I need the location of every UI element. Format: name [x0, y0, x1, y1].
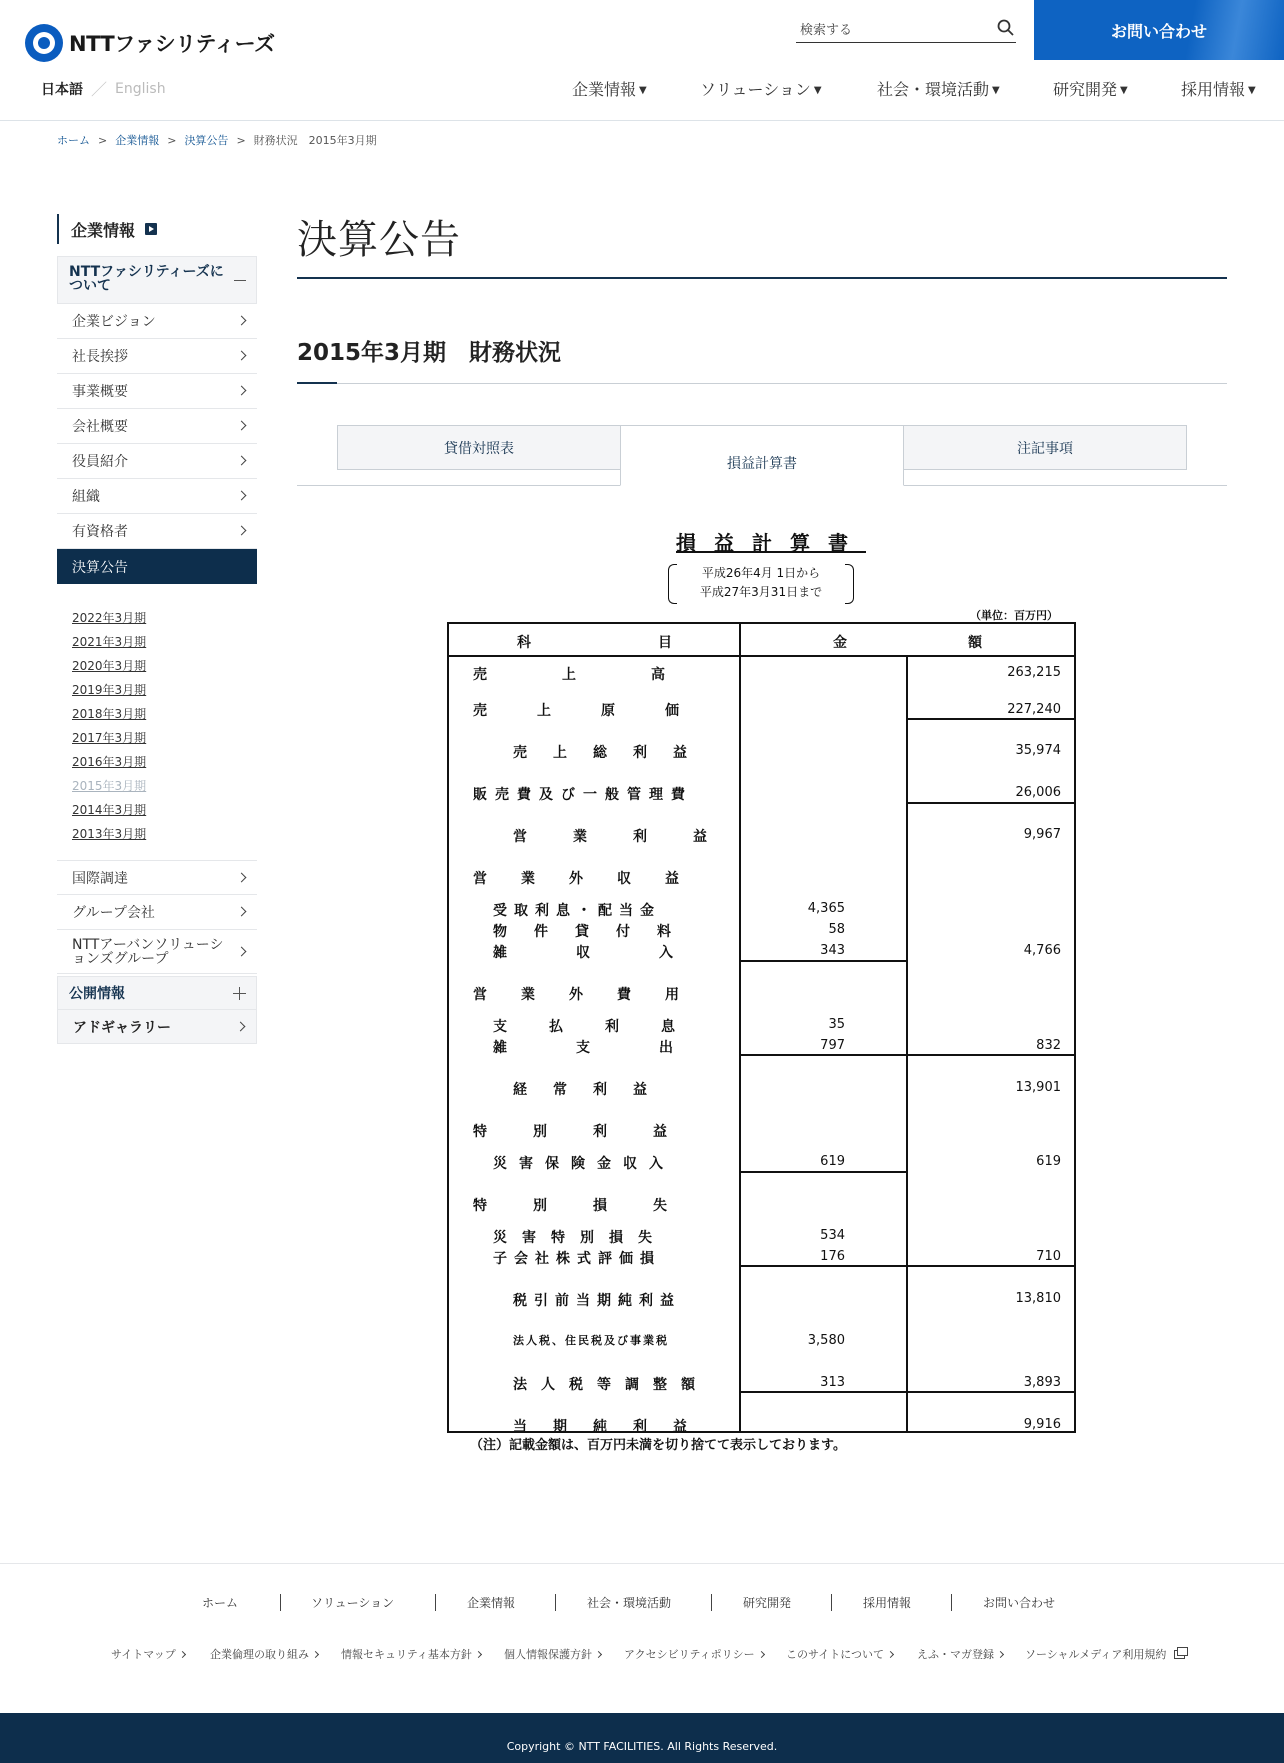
collapse-minus-icon: [234, 280, 246, 281]
sidebar-item-label: 国際調達: [72, 870, 128, 887]
breakdown-value: 58: [828, 922, 845, 937]
sidebar-item-label: 有資格者: [72, 524, 128, 540]
gnav-label: 社会・環境活動: [877, 80, 990, 99]
sidebar-item-vision[interactable]: [57, 304, 257, 339]
global-nav: [0, 77, 1284, 101]
arrow-box-icon: [145, 223, 157, 235]
tab-balance-sheet[interactable]: 貸借対照表: [337, 425, 621, 470]
chevron-right-icon: [237, 456, 247, 466]
row-label: 特別損失: [473, 1198, 713, 1214]
sidebar-item-label: グループ会社: [72, 905, 155, 921]
year-link[interactable]: 2021年3月期: [72, 635, 147, 649]
section-title: 2015年3月期 財務状況: [297, 340, 562, 366]
total-value: 832: [1036, 1038, 1061, 1053]
breakdown-value: 343: [820, 943, 845, 958]
sidebar-group-public-info[interactable]: [57, 976, 257, 1010]
sidebar: [57, 214, 257, 1044]
year-link[interactable]: 2019年3月期: [72, 683, 147, 697]
footer-nav-contact[interactable]: お問い合わせ: [983, 1596, 1056, 1610]
sidebar-item-label: 事業概要: [72, 384, 128, 400]
footer-divider: [0, 1563, 1284, 1564]
year-link[interactable]: 2020年3月期: [72, 659, 147, 673]
footer-nav-separator: [951, 1594, 952, 1611]
sidebar-item-label: 役員紹介: [72, 454, 128, 470]
breakdown-value: 534: [820, 1228, 845, 1243]
footer-nav: [0, 1594, 1284, 1614]
footer-nav-separator: [435, 1594, 436, 1611]
footer-nav-separator: [280, 1594, 281, 1611]
gnav-recruit[interactable]: [1181, 77, 1256, 100]
total-value: 710: [1036, 1249, 1061, 1264]
total-value: 9,967: [1023, 827, 1061, 842]
row-label: 営業外収益: [473, 871, 713, 887]
row-rule: [739, 1054, 1076, 1056]
chevron-right-icon: [887, 1651, 894, 1658]
row-label: 経常利益: [513, 1082, 673, 1098]
search-box: [796, 16, 1016, 43]
sidebar-item-urban[interactable]: [57, 930, 257, 974]
income-statement-table: [447, 622, 1076, 1433]
tab-notes[interactable]: 注記事項: [903, 425, 1187, 470]
row-rule: [906, 718, 1076, 720]
gnav-label: 採用情報: [1181, 80, 1246, 99]
year-link[interactable]: 2014年3月期: [72, 803, 147, 817]
footer-link-label: サイトマップ: [111, 1648, 176, 1661]
urban-label-line1: NTTアーバンソリューシ: [72, 936, 224, 953]
chevron-right-icon: [237, 526, 247, 536]
sidebar-item-procurement[interactable]: [57, 860, 257, 895]
footer-link-label: ソーシャルメディア利用規約: [1025, 1648, 1167, 1661]
breakdown-value: 3,580: [807, 1333, 845, 1348]
page-title: 決算公告: [297, 217, 461, 263]
gnav-social[interactable]: [877, 77, 1000, 100]
row-label: 売上高: [473, 667, 740, 683]
breadcrumb-separator: >: [98, 133, 108, 147]
sidebar-item-officers[interactable]: [57, 444, 257, 479]
logo-text: NTTファシリティーズ: [69, 32, 275, 56]
footer-link-label: このサイトについて: [786, 1648, 885, 1661]
copyright-bar: [0, 1713, 1284, 1763]
sidebar-item-ad-gallery[interactable]: [57, 1010, 257, 1044]
row-label: 受取利息・配当金: [493, 903, 661, 919]
total-value: 35,974: [1015, 743, 1061, 758]
footer-nav-separator: [831, 1594, 832, 1611]
lang-separator: ／: [91, 80, 108, 99]
row-rule: [739, 960, 907, 962]
total-value: 13,901: [1015, 1080, 1061, 1095]
chevron-right-icon: [758, 1651, 765, 1658]
footer-link-accessibility[interactable]: [624, 1646, 764, 1662]
header-item-a: 科: [517, 635, 531, 651]
footer-link-security[interactable]: [341, 1646, 481, 1662]
footer-link-privacy[interactable]: [504, 1646, 601, 1662]
gnav-label: 研究開発: [1053, 80, 1118, 99]
footer-nav-home[interactable]: ホーム: [202, 1596, 239, 1610]
caret-down-icon: ▼: [639, 85, 647, 96]
footer-links: [0, 1646, 1284, 1664]
row-label: 物件貸付料: [493, 924, 698, 940]
row-label: 雑支出: [493, 1040, 742, 1056]
footer-nav-separator: [555, 1594, 556, 1611]
header-amount-b: 額: [968, 635, 982, 651]
urban-label-line2: ョンズグループ: [72, 950, 169, 967]
caret-down-icon: ▼: [992, 85, 1000, 96]
row-label: 売上総利益: [513, 745, 713, 761]
header-item-b: 目: [658, 635, 672, 651]
chevron-right-icon: [237, 873, 247, 883]
total-value: 13,810: [1015, 1291, 1061, 1306]
footer-nav-social[interactable]: 社会・環境活動: [587, 1596, 672, 1610]
year-link-current: 2015年3月期: [72, 779, 147, 793]
chevron-right-icon: [237, 386, 247, 396]
column-divider: [906, 657, 908, 1433]
chevron-right-icon: [237, 351, 247, 361]
sidebar-group-label-line1: NTTファシリティーズに: [69, 264, 224, 280]
column-divider: [739, 624, 741, 1433]
row-label: 支払利息: [493, 1019, 717, 1035]
chevron-right-icon: [237, 947, 247, 957]
footer-nav-research[interactable]: 研究開発: [743, 1596, 792, 1610]
sidebar-item-profile[interactable]: [57, 409, 257, 444]
chevron-right-icon: [236, 1022, 246, 1032]
total-value: 3,893: [1023, 1375, 1061, 1390]
breadcrumb-announcements[interactable]: 決算公告: [184, 134, 229, 147]
chevron-right-icon: [475, 1651, 482, 1658]
sidebar-group-label-line2: ついて: [69, 278, 111, 294]
row-label: 法人税等調整額: [513, 1377, 709, 1393]
footer-link-label: 企業倫理の取り組み: [210, 1648, 309, 1661]
row-rule: [906, 802, 1076, 804]
contact-button[interactable]: お問い合わせ: [1034, 0, 1284, 60]
table-header: [449, 624, 1074, 657]
sidebar-item-label: 社長挨拶: [72, 349, 128, 365]
gnav-research[interactable]: [1053, 77, 1128, 100]
year-list: [57, 584, 257, 860]
sidebar-group-label: 公開情報: [69, 986, 125, 1002]
gnav-label: 企業情報: [572, 80, 637, 99]
external-window-icon: [1174, 1650, 1185, 1659]
statement-unit: （単位：百万円）: [970, 609, 1058, 622]
footer-link-fmag[interactable]: [917, 1646, 1003, 1662]
breadcrumb-current: 財務状況 2015年3月期: [253, 134, 377, 147]
lang-english[interactable]: English: [115, 80, 166, 97]
total-value: 26,006: [1015, 785, 1061, 800]
period-to: 平成27年3月31日まで: [699, 585, 823, 599]
sidebar-item-label: 会社概要: [72, 419, 128, 435]
title-divider: [297, 277, 1227, 279]
total-value: 4,766: [1023, 943, 1061, 958]
tab-income-statement[interactable]: 損益計算書: [620, 425, 904, 486]
breakdown-value: 797: [820, 1038, 845, 1053]
row-label: 営業利益: [513, 829, 753, 845]
search-input[interactable]: [800, 20, 980, 40]
caret-down-icon: ▼: [813, 85, 822, 96]
sidebar-item-announcements[interactable]: [57, 549, 257, 584]
section-divider-accent: [297, 382, 337, 384]
gnav-corporate[interactable]: [572, 77, 647, 100]
row-label: 子会社株式評価損: [493, 1251, 661, 1267]
section-divider: [297, 383, 1227, 384]
year-link[interactable]: 2016年3月期: [72, 755, 147, 769]
breakdown-value: 4,365: [807, 901, 845, 916]
sidebar-heading[interactable]: [57, 214, 257, 244]
row-label: 売上原価: [473, 703, 729, 719]
year-link[interactable]: 2022年3月期: [72, 611, 147, 625]
statement-title: 損益計算書: [676, 531, 866, 555]
row-label: 災害特別損失: [493, 1230, 667, 1246]
row-rule: [739, 1171, 907, 1173]
total-value: 263,215: [1007, 665, 1061, 680]
footer-nav-recruit[interactable]: 採用情報: [863, 1596, 912, 1610]
statement-tabs: [297, 425, 1227, 486]
period-from: 平成26年4月 1日から: [701, 566, 821, 580]
statement-note: （注）記載金額は、百万円未満を切り捨てて表示しております。: [470, 1438, 846, 1453]
breadcrumb-corporate[interactable]: 企業情報: [115, 134, 160, 147]
search-icon[interactable]: [997, 19, 1014, 36]
breakdown-value: 619: [820, 1154, 845, 1169]
caret-down-icon: ▼: [1120, 85, 1128, 96]
row-rule: [739, 1265, 1076, 1267]
row-label: 雑収入: [493, 945, 742, 961]
row-label: 営業外費用: [473, 987, 713, 1003]
breakdown-value: 313: [820, 1375, 845, 1390]
chevron-right-icon: [237, 316, 247, 326]
sidebar-item-label: アドギャラリー: [73, 1019, 171, 1036]
row-label: 税引前当期純利益: [513, 1293, 681, 1309]
footer-link-label: 個人情報保護方針: [504, 1648, 592, 1661]
footer-link-ethics[interactable]: [210, 1646, 318, 1662]
breakdown-value: 35: [828, 1017, 845, 1032]
row-rule: [739, 1391, 1076, 1393]
sidebar-item-label: 企業ビジョン: [72, 314, 156, 330]
footer-link-social-terms[interactable]: [1025, 1646, 1185, 1662]
chevron-right-icon: [179, 1651, 186, 1658]
year-link[interactable]: 2013年3月期: [72, 827, 147, 841]
chevron-right-icon: [997, 1651, 1004, 1658]
footer-link-label: えふ・マガ登録: [917, 1648, 994, 1661]
header-amount-a: 金: [833, 635, 847, 651]
total-value: 227,240: [1007, 702, 1061, 717]
copyright-text: Copyright © NTT FACILITIES. All Rights Reserved.: [506, 1740, 778, 1753]
sidebar-heading-label: 企業情報: [71, 220, 136, 240]
sidebar-item-label: 決算公告: [72, 559, 128, 576]
lang-japanese[interactable]: 日本語: [41, 81, 83, 98]
breadcrumb-separator: >: [236, 133, 246, 147]
row-label: 特別利益: [473, 1124, 713, 1140]
year-link[interactable]: 2017年3月期: [72, 731, 147, 745]
footer-nav-corporate[interactable]: 企業情報: [467, 1596, 516, 1610]
total-value: 9,916: [1023, 1417, 1061, 1432]
row-label: 販売費及び一般管理費: [473, 787, 693, 803]
gnav-label: ソリューション: [700, 80, 811, 99]
ntt-logo-mark-icon: [25, 24, 63, 62]
total-value: 619: [1036, 1154, 1061, 1169]
gnav-solutions[interactable]: [700, 77, 822, 100]
expand-plus-icon: [233, 987, 246, 1000]
footer-link-sitemap[interactable]: [111, 1646, 185, 1662]
breadcrumb: [57, 132, 377, 148]
sidebar-item-label: 組織: [72, 489, 100, 505]
breadcrumb-home[interactable]: ホーム: [57, 134, 90, 147]
chevron-right-icon: [312, 1651, 319, 1658]
footer-link-about-site[interactable]: [786, 1646, 893, 1662]
row-label: 当期純利益: [513, 1419, 713, 1435]
footer-nav-solutions[interactable]: ソリューション: [311, 1596, 395, 1610]
row-label: 災害保険金収入: [493, 1156, 675, 1172]
footer-link-label: アクセシビリティポリシー: [624, 1648, 755, 1661]
sidebar-item-qualified[interactable]: [57, 514, 257, 549]
sidebar-item-business[interactable]: [57, 374, 257, 409]
row-label: 法人税、住民税及び事業税: [513, 1334, 669, 1347]
year-link[interactable]: 2018年3月期: [72, 707, 147, 721]
breadcrumb-separator: >: [167, 133, 177, 147]
footer-link-label: 情報セキュリティ基本方針: [341, 1648, 472, 1661]
sidebar-item-organization[interactable]: [57, 479, 257, 514]
statement-period: [668, 564, 854, 606]
sidebar-item-group[interactable]: [57, 895, 257, 930]
breakdown-value: 176: [820, 1249, 845, 1264]
chevron-right-icon: [595, 1651, 602, 1658]
chevron-right-icon: [237, 421, 247, 431]
site-header: [0, 0, 1284, 121]
sidebar-item-message[interactable]: [57, 339, 257, 374]
footer-nav-separator: [711, 1594, 712, 1611]
chevron-right-icon: [237, 907, 247, 917]
sidebar-group-about[interactable]: [57, 256, 257, 304]
chevron-right-icon: [237, 491, 247, 501]
company-logo[interactable]: [25, 24, 275, 62]
sidebar-item-label: [72, 938, 224, 966]
caret-down-icon: ▼: [1248, 85, 1256, 96]
